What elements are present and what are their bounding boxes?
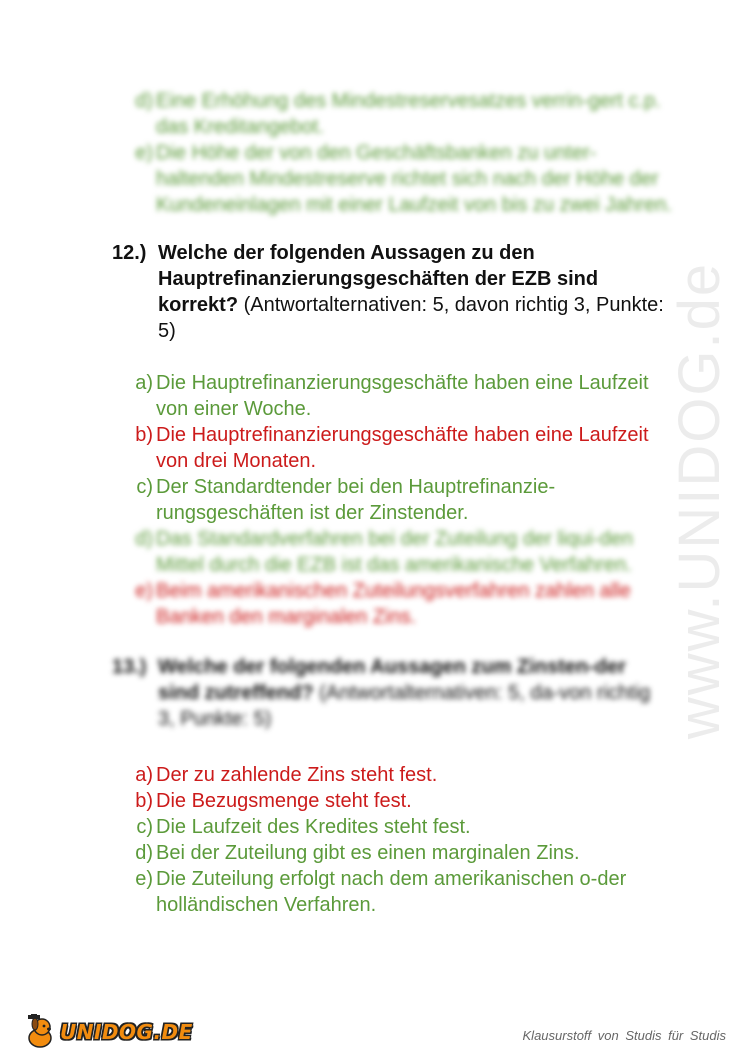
answer-label: d) <box>135 90 153 112</box>
answer-label: c) <box>136 476 153 498</box>
question-text <box>158 654 672 732</box>
answers-13 <box>112 762 672 918</box>
footer-slogan: Klausurstoff von Studis für Studis <box>522 1028 726 1043</box>
question-title: Welche der folgenden Aussagen zum Zinsten-der sind zutreffend? <box>158 656 626 704</box>
answer-item <box>112 840 672 866</box>
answer-item <box>112 422 672 474</box>
question-13 <box>112 654 672 732</box>
answer-item <box>112 762 672 788</box>
answer-label: d) <box>135 842 153 864</box>
answer-text: Bei der Zuteilung gibt es einen marginalen Zins. <box>156 842 580 864</box>
answer-text: Die Hauptrefinanzierungsgeschäfte haben eine Laufzeit von drei Monaten. <box>156 424 649 472</box>
answer-text: Beim amerikanischen Zuteilungsverfahren zahlen alle Banken den marginalen Zins. <box>156 580 631 628</box>
answer-label: e) <box>135 580 153 602</box>
answer-label: e) <box>135 868 153 890</box>
answer-text: Die Hauptrefinanzierungsgeschäfte haben eine Laufzeit von einer Woche. <box>156 372 649 420</box>
answer-text: Das Standardverfahren bei der Zuteilung der liqui-den Mittel durch die EZB ist das amerikanische Verfahren. <box>156 528 633 576</box>
answer-text: Die Bezugsmenge steht fest. <box>156 790 412 812</box>
question-meta: (Antwortalternativen: 5, davon richtig 3, Punkte: 5) <box>158 294 664 342</box>
answer-item <box>112 526 672 578</box>
answer-item <box>112 140 672 218</box>
answer-item <box>112 814 672 840</box>
dog-icon <box>22 1014 58 1050</box>
answer-text: Der zu zahlende Zins steht fest. <box>156 764 438 786</box>
answer-item <box>112 866 672 918</box>
answer-item <box>112 370 672 422</box>
unidog-logo[interactable] <box>22 1010 193 1054</box>
answer-text: Die Zuteilung erfolgt nach dem amerikanischen o-der holländischen Verfahren. <box>156 868 627 916</box>
watermark <box>660 260 740 740</box>
answer-item <box>112 578 672 630</box>
answer-label: a) <box>135 372 153 394</box>
question-title: Welche der folgenden Aussagen zu den Hauptrefinanzierungsgeschäften der EZB sind korrekt? <box>158 242 599 316</box>
answer-label: c) <box>136 816 153 838</box>
answer-label: b) <box>135 790 153 812</box>
question-text <box>158 240 672 344</box>
answer-label: e) <box>135 142 153 164</box>
watermark-text: www.UNIDOG.de <box>667 261 733 739</box>
logo-text: UNIDOG.DE <box>60 1020 193 1044</box>
previous-answers <box>112 88 672 218</box>
answer-text: Der Standardtender bei den Hauptrefinanzie-rungsgeschäften ist der Zinstender. <box>156 476 556 524</box>
answer-item <box>112 474 672 526</box>
answer-label: b) <box>135 424 153 446</box>
exam-page <box>112 88 672 918</box>
question-meta: (Antwortalternativen: 5, da-von richtig 3, Punkte: 5) <box>158 682 651 730</box>
answer-text: Die Höhe der von den Geschäftsbanken zu unter-haltenden Mindestreserve richtet sich nach der Höhe der Kundeneinlagen mit einer Laufzeit von bis zu zwei Jahren. <box>156 142 672 216</box>
question-number: 12.) <box>112 242 147 264</box>
answers-12 <box>112 370 672 630</box>
answer-text: Die Laufzeit des Kredites steht fest. <box>156 816 471 838</box>
question-number: 13.) <box>112 656 147 678</box>
question-12 <box>112 240 672 344</box>
answer-item <box>112 788 672 814</box>
answer-label: a) <box>135 764 153 786</box>
answer-text: Eine Erhöhung des Mindestreservesatzes verrin-gert c.p. das Kreditangebot. <box>156 90 661 138</box>
answer-label: d) <box>135 528 153 550</box>
answer-item <box>112 88 672 140</box>
